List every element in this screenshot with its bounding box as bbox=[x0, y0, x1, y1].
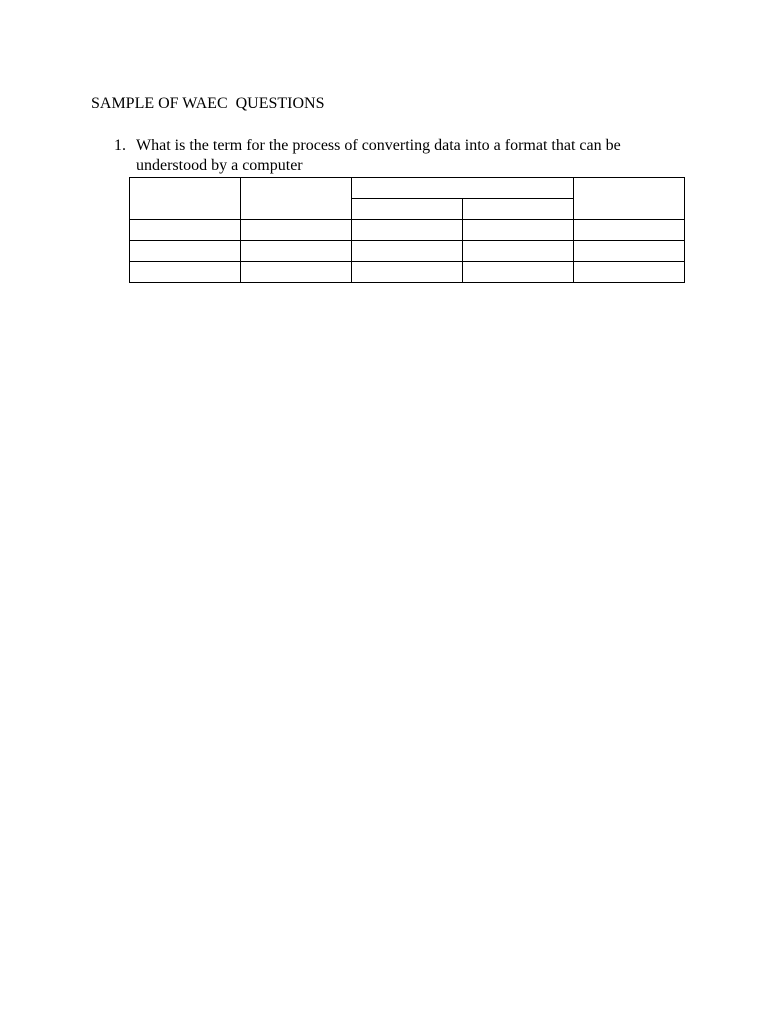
table-cell bbox=[241, 241, 352, 262]
table-cell bbox=[352, 220, 463, 241]
table-row bbox=[130, 241, 685, 262]
table-cell bbox=[130, 262, 241, 283]
table-cell bbox=[130, 220, 241, 241]
table-cell bbox=[463, 262, 574, 283]
table-subheader-cell bbox=[463, 199, 574, 220]
answer-table bbox=[129, 177, 685, 283]
table-subheader-cell bbox=[352, 199, 463, 220]
table-header-cell bbox=[352, 178, 574, 199]
table-cell bbox=[574, 241, 685, 262]
question-number: 1. bbox=[114, 137, 126, 154]
table-row bbox=[130, 262, 685, 283]
question-text: What is the term for the process of converting data into a format that can be understood by a computer bbox=[136, 137, 621, 174]
table-header-cell bbox=[130, 178, 241, 220]
table-cell bbox=[241, 262, 352, 283]
table-cell bbox=[241, 220, 352, 241]
table-cell bbox=[130, 241, 241, 262]
table-cell bbox=[463, 220, 574, 241]
table-cell bbox=[574, 262, 685, 283]
page-title: SAMPLE OF WAEC QUESTIONS bbox=[91, 95, 325, 112]
table-row bbox=[130, 220, 685, 241]
table-header-cell bbox=[574, 178, 685, 220]
table-cell bbox=[352, 262, 463, 283]
table-header-cell bbox=[241, 178, 352, 220]
table-cell bbox=[352, 241, 463, 262]
table-cell bbox=[463, 241, 574, 262]
table-cell bbox=[574, 220, 685, 241]
